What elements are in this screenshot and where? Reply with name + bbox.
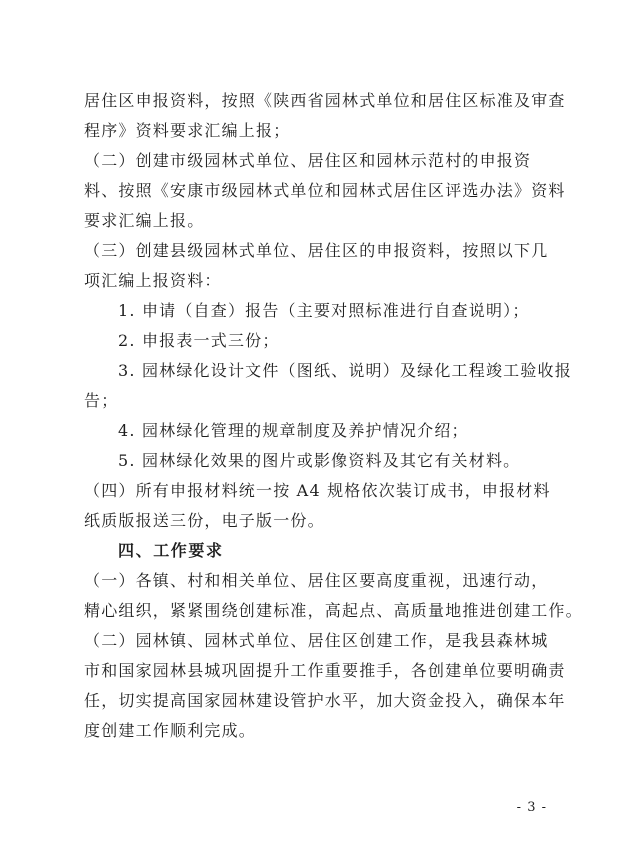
text-line: 3. 园林绿化设计文件（图纸、说明）及绿化工程竣工验收报	[118, 361, 572, 380]
text-line: 要求汇编上报。	[84, 211, 205, 230]
text-line: 5. 园林绿化效果的图片或影像资料及其它有关材料。	[118, 451, 521, 470]
text-line: 程序》资料要求汇编上报；	[84, 121, 291, 140]
text-line: 项汇编上报资料：	[84, 271, 222, 290]
text-line: （四）所有申报材料统一按 A4 规格依次装订成书，申报材料	[84, 481, 551, 500]
text-line: 料、按照《安康市级园林式单位和园林式居住区评选办法》资料	[84, 181, 566, 200]
text-line: （一）各镇、村和相关单位、居住区要高度重视，迅速行动，	[84, 571, 549, 590]
text-line: 任，切实提高国家园林建设管护水平，加大资金投入，确保本年	[84, 691, 566, 710]
text-line: 2. 申报表一式三份；	[118, 331, 280, 350]
text-line: 市和国家园林县城巩固提升工作重要推手，各创建单位要明确责	[84, 661, 566, 680]
text-line: 告；	[84, 391, 119, 410]
text-line: 居住区申报资料，按照《陕西省园林式单位和居住区标准及审查	[84, 91, 566, 110]
page-number: - 3 -	[516, 800, 547, 815]
text-line: （二）创建市级园林式单位、居住区和园林示范村的申报资	[84, 151, 532, 170]
section-heading: 四、工作要求	[118, 541, 224, 560]
text-line: 4. 园林绿化管理的规章制度及养护情况介绍；	[118, 421, 469, 440]
text-line: 纸质版报送三份，电子版一份。	[84, 511, 325, 530]
text-line: （三）创建县级园林式单位、居住区的申报资料，按照以下几	[84, 241, 549, 260]
text-line: （二）园林镇、园林式单位、居住区创建工作，是我县森林城	[84, 631, 549, 650]
text-line: 1. 申请（自查）报告（主要对照标准进行自查说明）；	[118, 301, 530, 320]
text-line: 度创建工作顺利完成。	[84, 721, 257, 740]
text-line: 精心组织，紧紧围绕创建标准，高起点、高质量地推进创建工作。	[84, 601, 583, 620]
